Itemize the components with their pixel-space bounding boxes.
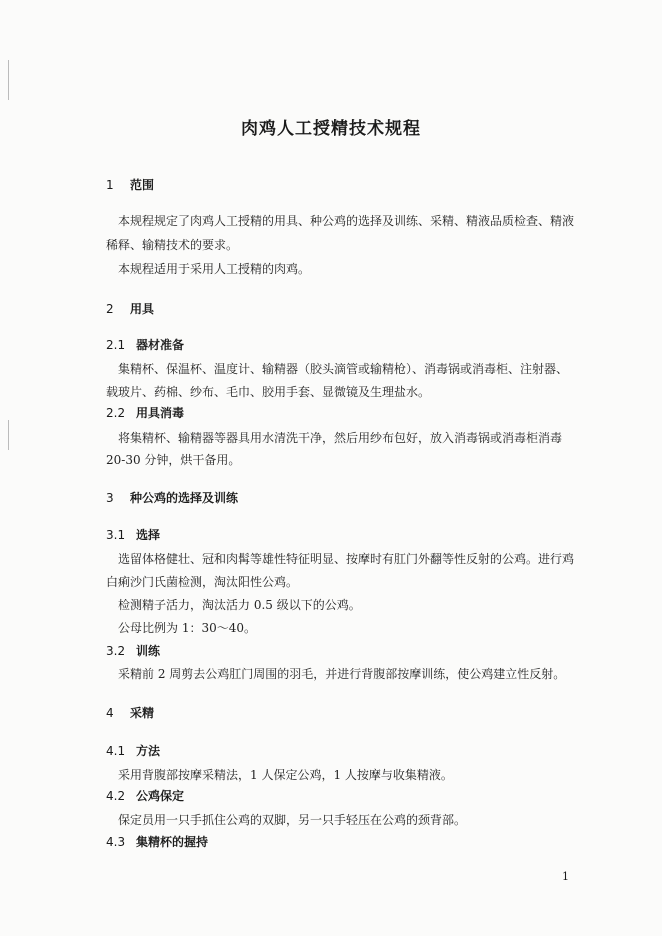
subsection-number: 3.1 [106, 528, 126, 542]
subsection-heading-4-3 [106, 833, 208, 850]
section-number: 4 [106, 706, 114, 720]
scan-edge-mark [8, 60, 9, 100]
subsection-title: 方法 [136, 744, 161, 758]
subsection-title: 公鸡保定 [136, 789, 185, 803]
page-number: 1 [562, 870, 569, 883]
document-title: 肉鸡人工授精技术规程 [241, 119, 421, 139]
paragraph-line: 集精杯、保温杯、温度计、输精器（胶头滴管或输精枪）、消毒锅或消毒柜、注射器、 [118, 362, 569, 376]
subsection-heading-3-2 [106, 642, 160, 659]
section-title: 范围 [130, 178, 155, 192]
subsection-title: 器材准备 [136, 338, 185, 352]
paragraph-line: 载玻片、药棉、纱布、毛巾、胶用手套、显微镜及生理盐水。 [106, 385, 431, 399]
subsection-heading-4-2 [106, 787, 184, 804]
subsection-number: 4.2 [106, 789, 126, 803]
subsection-title: 选择 [136, 528, 161, 542]
subsection-number: 4.1 [106, 744, 126, 758]
section-heading-1 [106, 176, 154, 193]
subsection-number: 3.2 [106, 644, 126, 658]
paragraph-line: 稀释、输精技术的要求。 [106, 238, 239, 252]
section-title: 用具 [130, 302, 155, 316]
section-heading-2 [106, 300, 154, 317]
subsection-number: 2.1 [106, 338, 126, 352]
subsection-heading-2-2 [106, 404, 184, 421]
paragraph-line: 白痢沙门氏菌检测，淘汰阳性公鸡。 [106, 575, 299, 589]
subsection-title: 训练 [136, 644, 161, 658]
paragraph-line: 20-30 分钟，烘干备用。 [106, 453, 241, 467]
section-number: 3 [106, 491, 114, 505]
paragraph-line: 公母比例为 1：30～40。 [118, 621, 256, 635]
section-heading-4 [106, 704, 154, 721]
section-number: 2 [106, 302, 114, 316]
scan-edge-mark [8, 420, 9, 450]
section-title: 采精 [130, 706, 155, 720]
paragraph-line: 本规程适用于采用人工授精的肉鸡。 [118, 262, 311, 276]
paragraph-line: 保定员用一只手抓住公鸡的双脚，另一只手轻压在公鸡的颈背部。 [118, 813, 467, 827]
paragraph-line: 采精前 2 周剪去公鸡肛门周围的羽毛，并进行背腹部按摩训练，使公鸡建立性反射。 [118, 667, 566, 681]
subsection-title: 集精杯的握持 [136, 835, 209, 849]
paragraph-line: 采用背腹部按摩采精法，1 人保定公鸡，1 人按摩与收集精液。 [118, 768, 453, 782]
section-number: 1 [106, 178, 114, 192]
subsection-title: 用具消毒 [136, 406, 185, 420]
section-title: 种公鸡的选择及训练 [130, 491, 239, 505]
subsection-number: 2.2 [106, 406, 126, 420]
subsection-heading-2-1 [106, 336, 184, 353]
section-heading-3 [106, 489, 238, 506]
subsection-heading-4-1 [106, 742, 160, 759]
subsection-heading-3-1 [106, 526, 160, 543]
paragraph-line: 本规程规定了肉鸡人工授精的用具、种公鸡的选择及训练、采精、精液品质检查、精液 [118, 214, 575, 228]
paragraph-line: 检测精子活力，淘汰活力 0.5 级以下的公鸡。 [118, 598, 361, 612]
paragraph-line: 将集精杯、输精器等器具用水清洗干净，然后用纱布包好，放入消毒锅或消毒柜消毒 [118, 431, 563, 445]
paragraph-line: 选留体格健壮、冠和肉髯等雄性特征明显、按摩时有肛门外翻等性反射的公鸡。进行鸡 [118, 552, 575, 566]
subsection-number: 4.3 [106, 835, 126, 849]
